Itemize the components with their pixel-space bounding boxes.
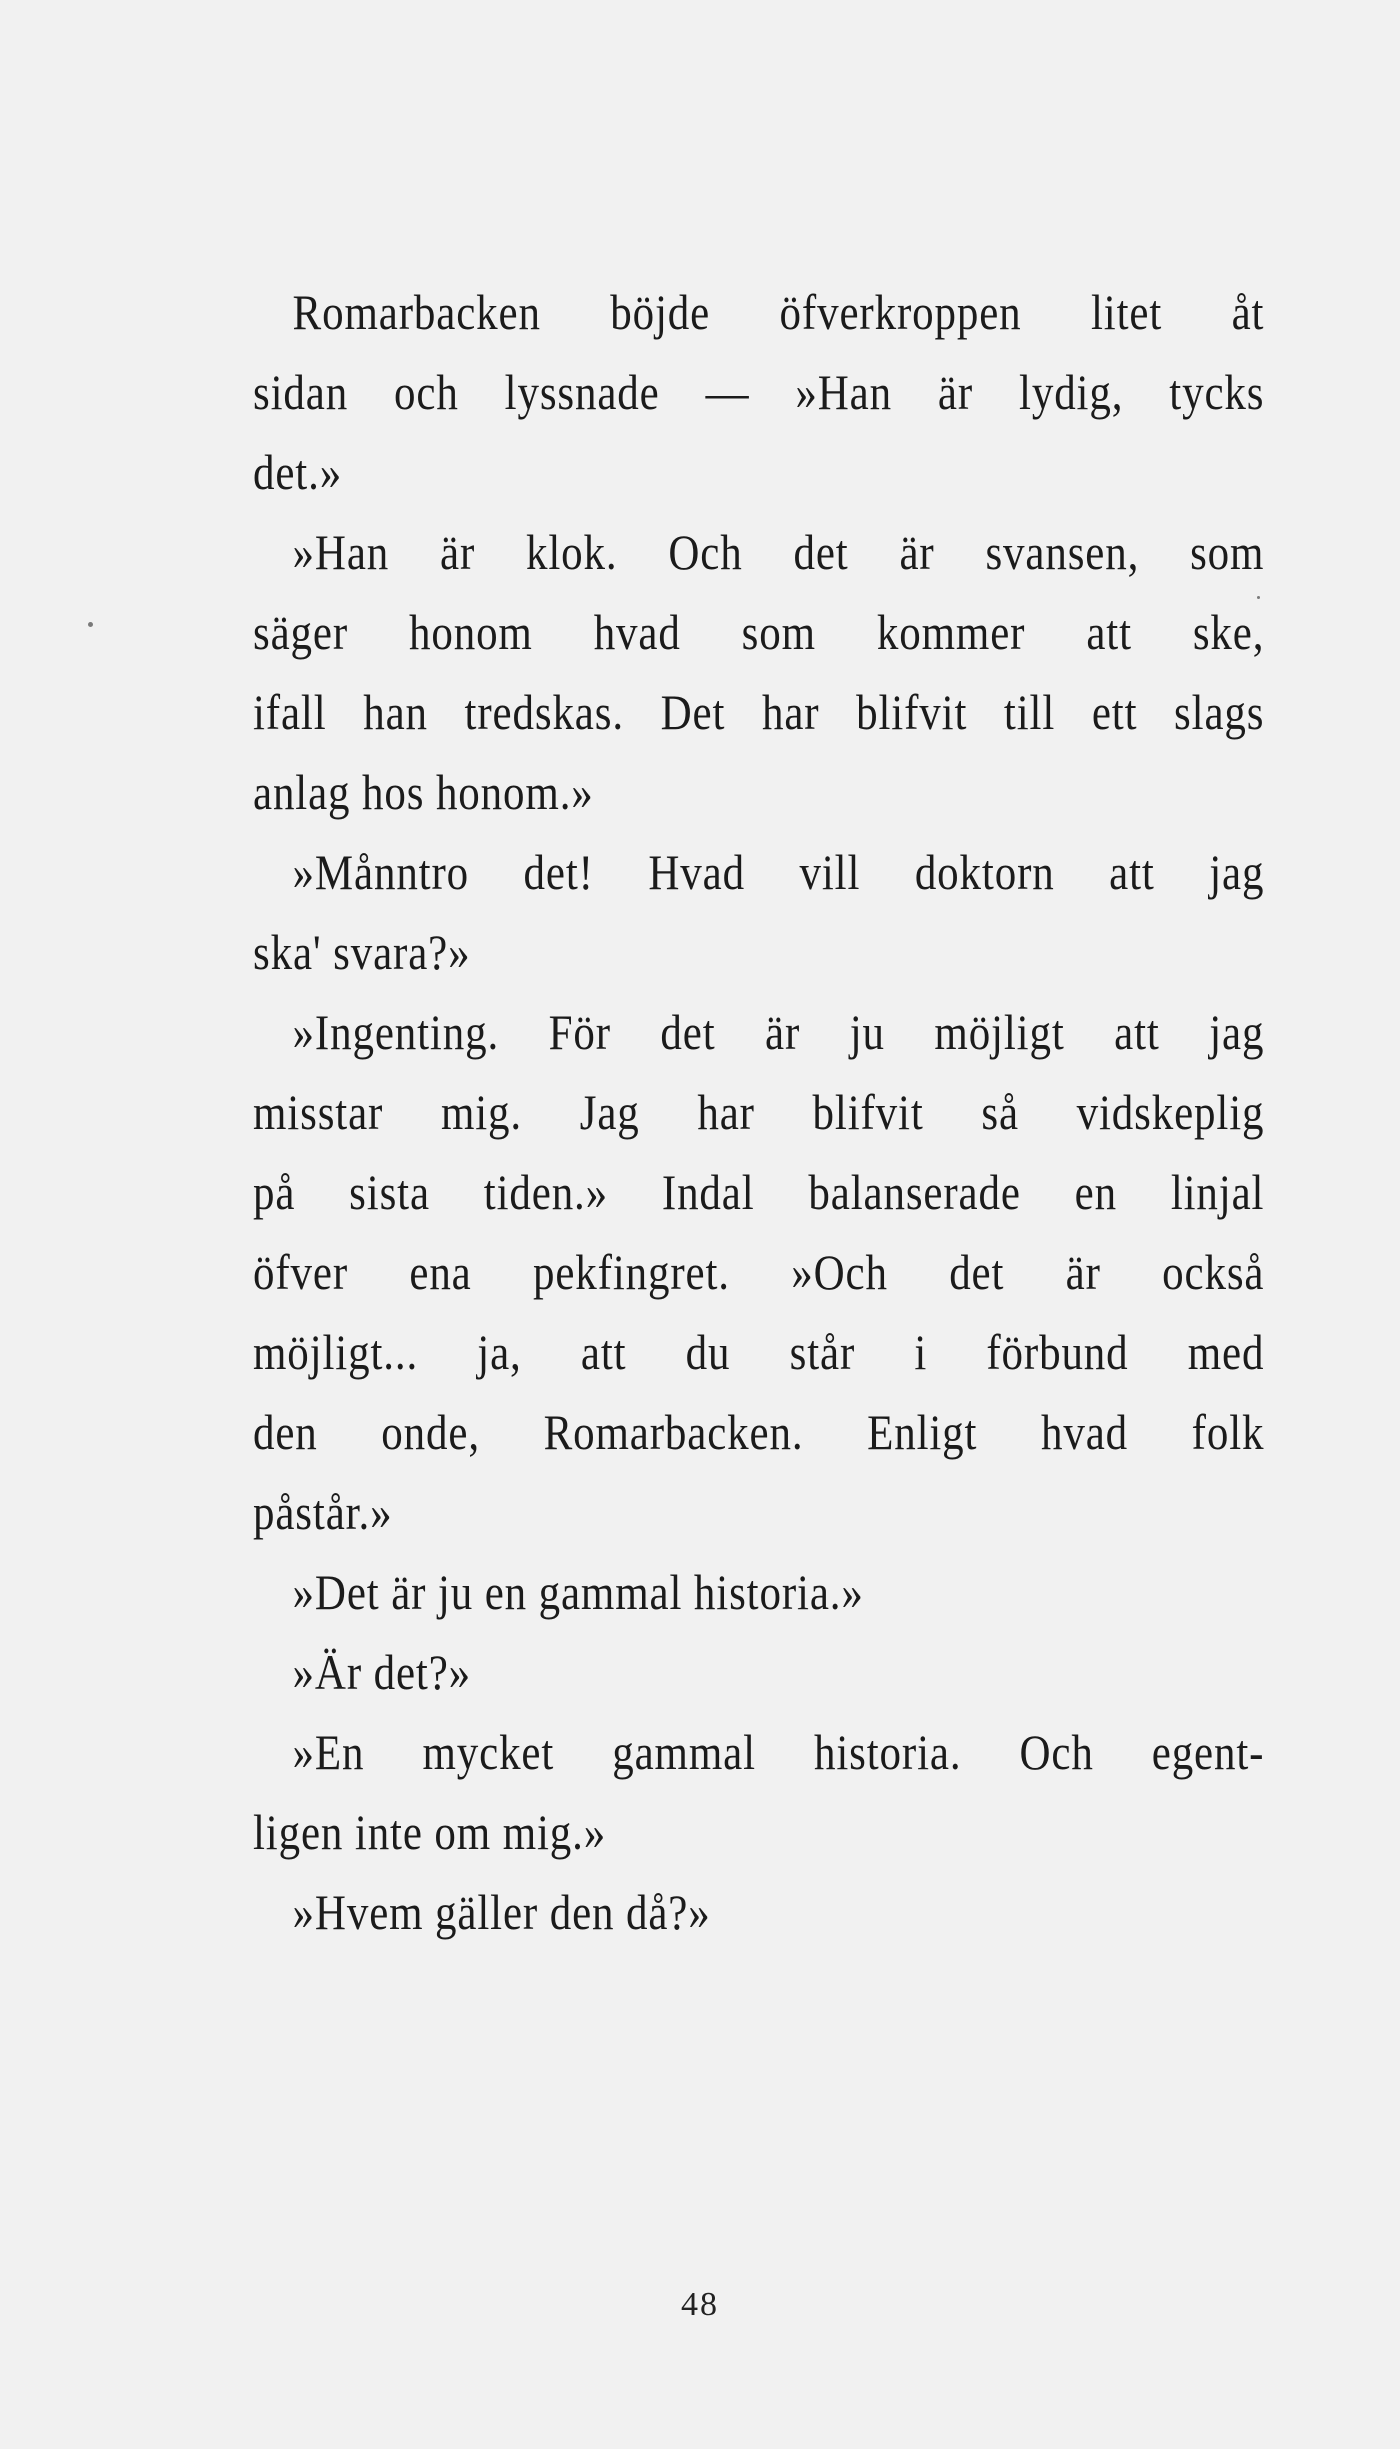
text-line: »Månntro det! Hvad vill doktorn att jag: [292, 844, 1265, 900]
text-line: ifall han tredskas. Det har blifvit till ett slags: [253, 684, 1265, 740]
text-line: »Hvem gäller den då?»: [292, 1884, 711, 1940]
text-line: påstår.»: [253, 1484, 393, 1540]
text-line: på sista tiden.» Indal balanserade en linjal: [253, 1164, 1265, 1220]
text-line: säger honom hvad som kommer att ske,: [253, 604, 1265, 660]
text-line: ligen inte om mig.»: [253, 1804, 607, 1860]
text-line: möjligt... ja, att du står i förbund med: [253, 1324, 1265, 1380]
text-line: »En mycket gammal historia. Och egent-: [292, 1724, 1265, 1780]
text-line: »Är det?»: [292, 1644, 472, 1700]
text-line: misstar mig. Jag har blifvit så vidskeplig: [253, 1084, 1265, 1140]
body-text: [253, 272, 1265, 1952]
text-line: »Det är ju en gammal historia.»: [292, 1564, 864, 1620]
text-line: den onde, Romarbacken. Enligt hvad folk: [253, 1404, 1265, 1460]
text-line: öfver ena pekfingret. »Och det är också: [253, 1244, 1265, 1300]
text-line: »Ingenting. För det är ju möjligt att jag: [292, 1004, 1265, 1060]
page-number: 48: [681, 2286, 719, 2323]
print-speck: [88, 622, 93, 627]
print-speck: [1257, 596, 1260, 599]
text-line: Romarbacken böjde öfverkroppen litet åt: [292, 284, 1265, 340]
text-line: det.»: [253, 444, 343, 500]
text-line: ska' svara?»: [253, 924, 471, 980]
text-line: »Han är klok. Och det är svansen, som: [292, 524, 1265, 580]
text-line: sidan och lyssnade — »Han är lydig, tycks: [253, 364, 1265, 420]
text-line: anlag hos honom.»: [253, 764, 594, 820]
